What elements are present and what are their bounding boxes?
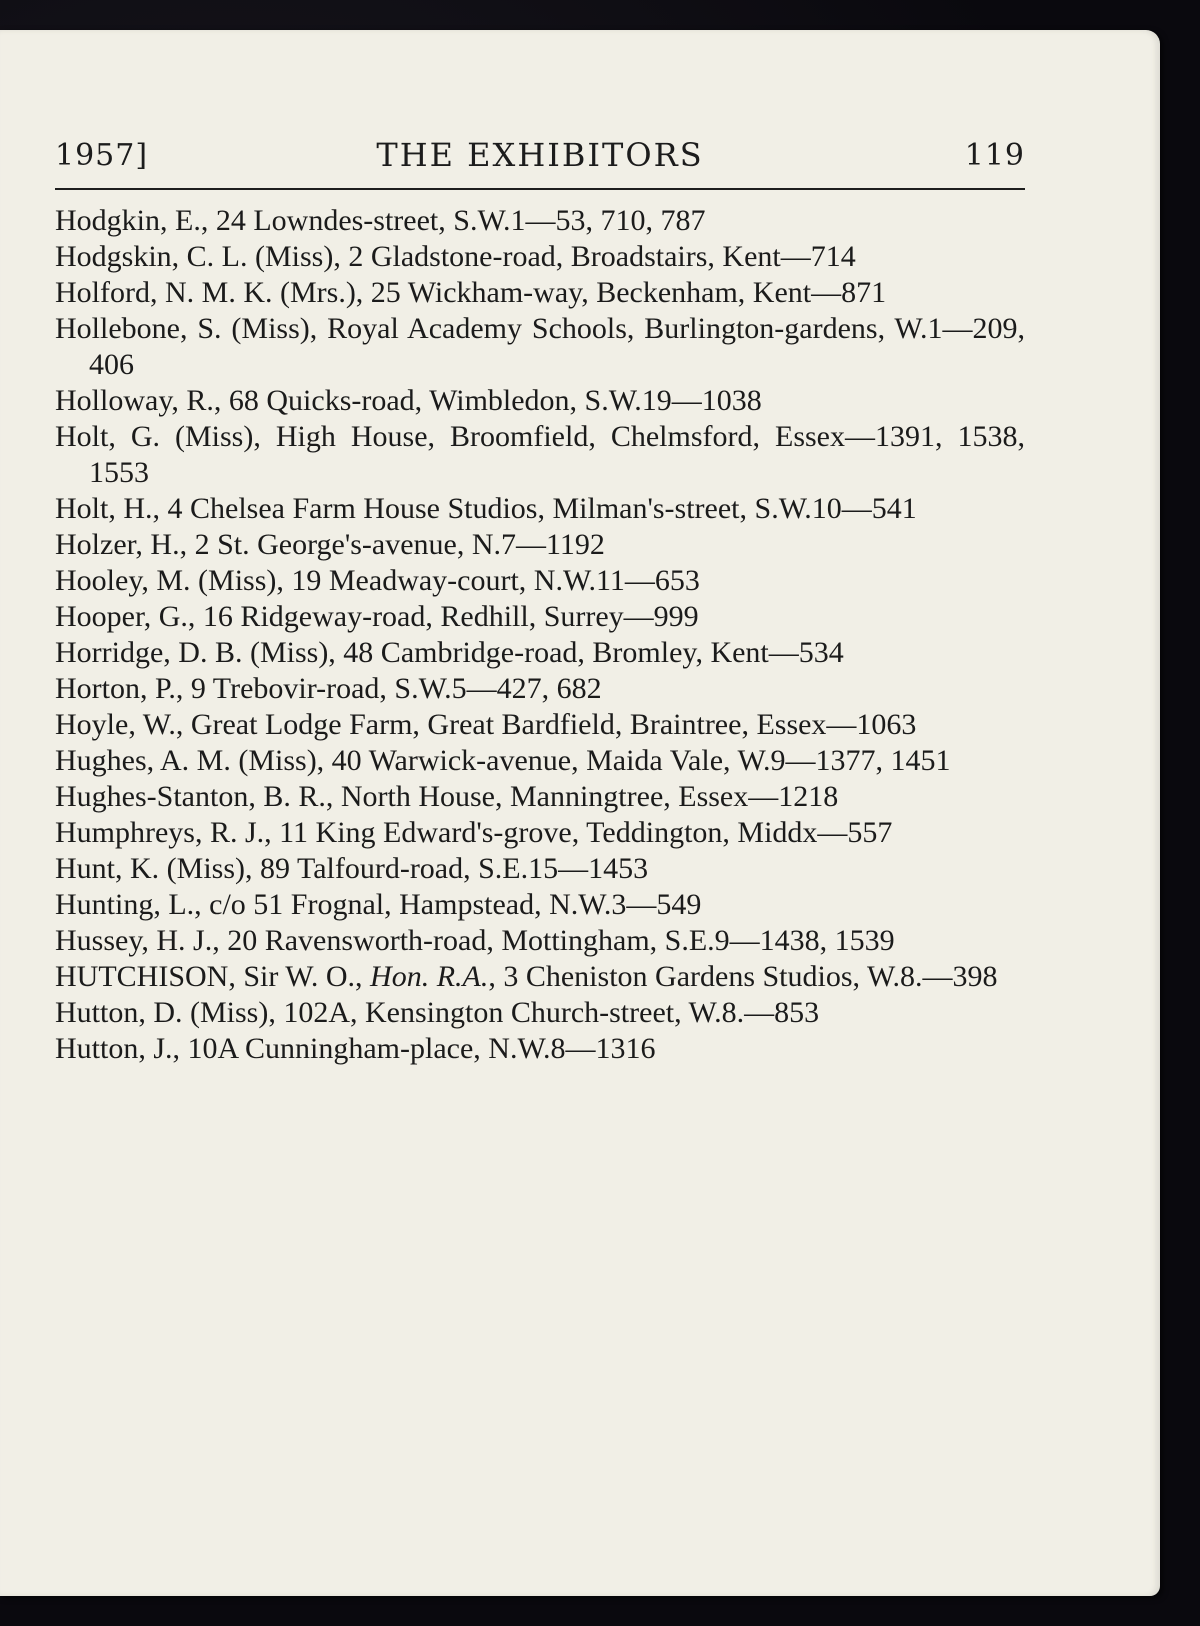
exhibitor-entry-holloway: Holloway, R., 68 Quicks-road, Wimbledon, S.W.19—1038 xyxy=(55,384,762,417)
exhibitor-entry-hussey: Hussey, H. J., 20 Ravensworth-road, Mottingham, S.E.9—1438, 1539 xyxy=(55,924,895,957)
hutchison-name: HUTCHISON, Sir W. O., xyxy=(55,960,371,993)
exhibitor-entry-hughes: Hughes, A. M. (Miss), 40 Warwick-avenue, Maida Vale, W.9—1377, 1451 xyxy=(55,744,951,777)
exhibitor-entry-holzer: Holzer, H., 2 St. George's-avenue, N.7—1192 xyxy=(55,528,605,561)
header-year: 1957] xyxy=(55,138,149,173)
exhibitor-entry-hoyle: Hoyle, W., Great Lodge Farm, Great Bardfield, Braintree, Essex—1063 xyxy=(55,708,917,741)
exhibitor-entry-holford: Holford, N. M. K. (Mrs.), 25 Wickham-way, Beckenham, Kent—871 xyxy=(55,276,887,309)
exhibitor-entry-horridge: Horridge, D. B. (Miss), 48 Cambridge-road, Bromley, Kent—534 xyxy=(55,636,844,669)
exhibitor-entry-holt-h: Holt, H., 4 Chelsea Farm House Studios, Milman's-street, S.W.10—541 xyxy=(55,492,917,525)
header-rule xyxy=(55,188,1025,190)
exhibitor-entry-hooley: Hooley, M. (Miss), 19 Meadway-court, N.W.11—653 xyxy=(55,564,700,597)
running-head xyxy=(55,128,1025,178)
exhibitor-entry-hodgkin: Hodgkin, E., 24 Lowndes-street, S.W.1—53, 710, 787 xyxy=(55,204,706,237)
hutchison-honour: Hon. R.A. xyxy=(370,960,489,993)
exhibitor-entry-hutchison xyxy=(55,959,1025,995)
exhibitor-entry-hutton-d: Hutton, D. (Miss), 102A, Kensington Church-street, W.8.—853 xyxy=(55,996,820,1029)
hutchison-address: , 3 Cheniston Gardens Studios, W.8.—398 xyxy=(488,960,998,993)
exhibitor-list xyxy=(55,203,1025,1067)
exhibitor-entry-hughes-stanton: Hughes-Stanton, B. R., North House, Manningtree, Essex—1218 xyxy=(55,780,839,813)
exhibitor-entry-hutton-j: Hutton, J., 10A Cunningham-place, N.W.8—1316 xyxy=(55,1032,656,1065)
exhibitor-entry-hunting: Hunting, L., c/o 51 Frognal, Hampstead, N.W.3—549 xyxy=(55,888,702,921)
exhibitor-entry-hollebone: Hollebone, S. (Miss), Royal Academy Schools, Burlington-gardens, W.1—209, 406 xyxy=(55,312,1025,381)
exhibitor-entry-humphreys: Humphreys, R. J., 11 King Edward's-grove, Teddington, Middx—557 xyxy=(55,816,893,849)
exhibitor-entry-holt-g: Holt, G. (Miss), High House, Broomfield, Chelmsford, Essex—1391, 1538, 1553 xyxy=(55,420,1025,489)
exhibitor-entry-horton: Horton, P., 9 Trebovir-road, S.W.5—427, 682 xyxy=(55,672,602,705)
exhibitor-entry-hooper: Hooper, G., 16 Ridgeway-road, Redhill, Surrey—999 xyxy=(55,600,699,633)
exhibitor-entry-hunt: Hunt, K. (Miss), 89 Talfourd-road, S.E.15—1453 xyxy=(55,852,649,885)
header-page-number: 119 xyxy=(964,138,1025,173)
exhibitor-entry-hodgskin: Hodgskin, C. L. (Miss), 2 Gladstone-road, Broadstairs, Kent—714 xyxy=(55,240,856,273)
header-title: THE EXHIBITORS xyxy=(376,136,704,174)
